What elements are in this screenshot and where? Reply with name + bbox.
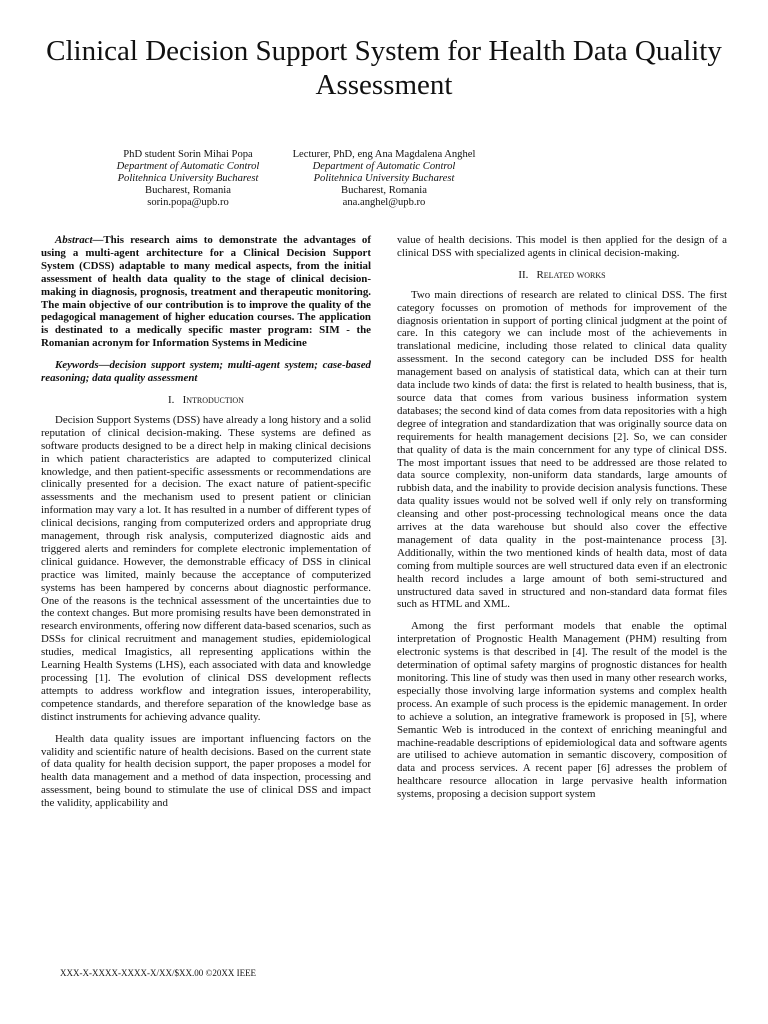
section-title: Related works (536, 268, 606, 281)
section-number: I. (168, 393, 175, 406)
paragraph: Among the first performant models that enable the optimal interpretation of Prognostic Health Management (PHM) resulting from electronic systems is that described in [4]. The result of the model is the determination of optimal safety margins of prognostic distances for health monitoring. This line of study was then used in many other research works, especially those involving large information systems and complex health process. An example of such process is the epidemic management. In order to achieve a solution, an integrative framework is proposed in [5], where Semantic Web is introduced in the context of enriching meaningful and machine-readable descriptions of epidemiological data and software agents are utilised to achieve automation in semantic discovery, composition of data and process services. A recent paper [6] adresses the problem of healthcare resource allocation in large pervasive health information systems, proposing a decision support system (397, 620, 727, 801)
section-title: Introduction (182, 393, 244, 406)
author-name: PhD student Sorin Mihai Popa (123, 149, 253, 160)
abstract-label: Abstract (55, 234, 93, 246)
copyright-footer: XXX-X-XXXX-XXXX-X/XX/$XX.00 ©20XX IEEE (60, 968, 257, 978)
paragraph: Two main directions of research are related to clinical DSS. The first category focusses on promotion of methods for improvement of the diagnosis orientation in support of porting clinical judgment at the point of care. In this category we can include most of the achievements in translational medicine, including those related to clinical data quality assessment. In the second category can be included DSS for health management based on analysis of statistical data, which can at their turn data include two kinds of data: the first is related to health business, that is, source data that comes from various business information system databases; the second kind of data comes from data repositories with a high degree of integration and standardization that was originally source data on requirements for health management decisions [2]. So, we can consider that quality of data is the main concernment for any type of clinical DSS. The most important issues that need to be addressed are those related to data source complexity, non-uniform data standards, large amounts of rubbish data, and the inability to provide decision analysis functions. These data quality issues would not be solved well if only rely on transforming cleansing and other post-processing technological means once the data arrives at the data warehouse but should also cover the effective management of data quality in the post-maintenance process [3]. Additionally, within the two mentioned kinds of health data, most of data coming from multiple sources are well structured data even if an electronic health record includes a large amount of both semi-structured and unstructured data saved in structured and non-standard data format files such as HTML and XML. (397, 288, 727, 611)
paragraph: Decision Support Systems (DSS) have already a long history and a solid reputation of clinical decision-making. These systems are defined as software products designed to be a direct help in making clinical decisions in which patient characteristics are adapted to computerized clinical knowledge, and then patient-specific assessments or recommendations are clinically presented for a decision. The exact nature of patient-specific assessments and the mechanism used to present patient or clinician information may vary a lot. It has resulted in a number of different types of clinical decisions, ranging from computerized orders and appropriate drug management, through risk analysis, computerized diagnostic aids and triggered alerts and reminders for complete electronic implementation of clinical guidance. However, the demonstrable efficacy of DSS in clinical practice was limited, mainly because the acceptance of computerized systems has been hampered by concerns about diagnostic performance. One of the reasons is the technical assessment of the uncertainties due to the context changes. But more promising results have been demonstrated in research environments, offering now different data-based scenarios, such as DSSs for clinical recruitment and management studies, epidemiological studies, medical Imagistics, all representing applications within the Learning Health Systems (LHS), each associated with data and knowledge processing [1]. The evolution of clinical DSS development reflects attempts to address workflow and integration issues, interoperability, competence standards, and therefore separation of the knowledge base as distinct instruments for achieving advance quality. (41, 413, 371, 723)
right-column (397, 234, 727, 810)
author-city: Bucharest, Romania (341, 185, 427, 196)
author-department: Department of Automatic Control (312, 161, 456, 172)
author-name: Lecturer, PhD, eng Ana Magdalena Anghel (292, 149, 476, 160)
keywords-text: —decision support system; multi-agent system; case-based reasoning; data quality assessment (41, 359, 371, 385)
author-university: Politehnica University Bucharest (117, 173, 259, 184)
author-2 (254, 149, 514, 209)
section-heading-introduction (41, 394, 371, 407)
keywords-label: Keywords (55, 359, 99, 372)
paper-title: Clinical Decision Support System for Health Data Quality Assessment (46, 35, 722, 101)
section-number: II. (518, 268, 529, 281)
author-university: Politehnica University Bucharest (313, 173, 455, 184)
section-heading-related-works (397, 269, 727, 282)
paragraph-continued: value of health decisions. This model is then applied for the design of a clinical DSS with specialized agents in clinical decision-making. (397, 234, 727, 259)
author-email[interactable]: ana.anghel@upb.ro (342, 197, 426, 208)
author-city: Bucharest, Romania (145, 185, 231, 196)
author-block (0, 149, 768, 219)
author-department: Department of Automatic Control (116, 161, 260, 172)
paragraph: Health data quality issues are important influencing factors on the validity and scientific nature of health decisions. Based on the current state of data quality for health decision support, the paper proposes a model for health data management and a method of data inspection, processing and assessment, being bound to stimulate the use of clinical DSS and impact the validity, applicability and (41, 732, 371, 810)
abstract (41, 234, 371, 350)
left-column (41, 234, 371, 819)
abstract-text: —This research aims to demonstrate the advantages of using a multi-agent architecture for a Clinical Decision Support System (CDSS) adaptable to many medical aspects, from the initial assessment of health data quality to the stage of clinical decision-making in diagnosis, prognosis, treatment and therapeutic monitoring. The main objective of our contribution is to improve the quality of the pedagogical management of higher education courses. The application is destinated to a medically specific master program: SIM - the Romanian acronym for Information Systems in Medicine (41, 234, 371, 350)
author-email[interactable]: sorin.popa@upb.ro (147, 197, 229, 208)
keywords (41, 359, 371, 385)
